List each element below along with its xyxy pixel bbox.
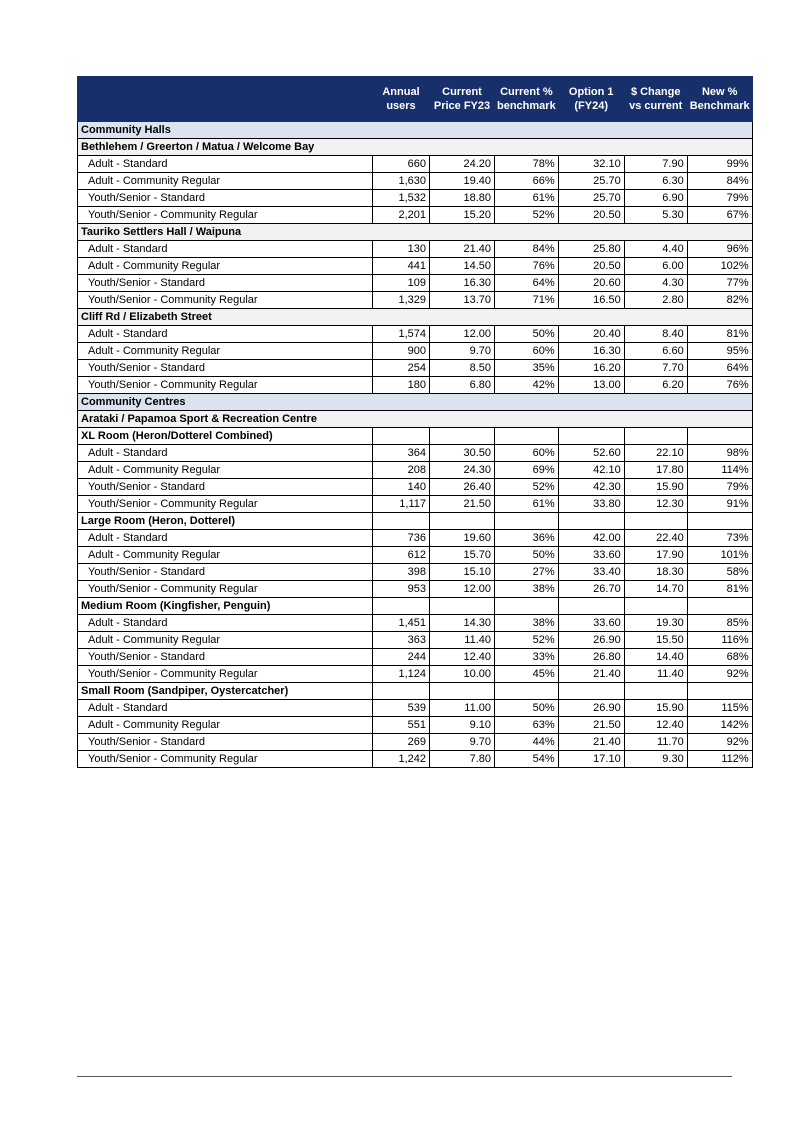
value-cell: 6.60 [624, 343, 687, 360]
value-cell: 551 [373, 717, 430, 734]
value-cell: 398 [373, 564, 430, 581]
value-cell: 12.30 [624, 496, 687, 513]
value-cell: 12.00 [430, 581, 495, 598]
table-row [78, 479, 753, 496]
header-cell-option-1 [558, 77, 624, 122]
value-cell: 16.50 [558, 292, 624, 309]
value-cell: 612 [373, 547, 430, 564]
empty-cell [624, 683, 687, 700]
value-cell: 1,532 [373, 190, 430, 207]
table-row [78, 649, 753, 666]
row-label: Youth/Senior - Standard [78, 564, 373, 581]
value-cell: 76% [495, 258, 559, 275]
value-cell: 60% [495, 445, 559, 462]
value-cell: 363 [373, 632, 430, 649]
value-cell: 24.20 [430, 156, 495, 173]
value-cell: 142% [687, 717, 752, 734]
value-cell: 26.40 [430, 479, 495, 496]
value-cell: 52% [495, 479, 559, 496]
row-label: Youth/Senior - Standard [78, 190, 373, 207]
row-label: Adult - Standard [78, 241, 373, 258]
value-cell: 27% [495, 564, 559, 581]
row-label: Youth/Senior - Standard [78, 360, 373, 377]
header-text: users [386, 100, 416, 112]
value-cell: 11.00 [430, 700, 495, 717]
value-cell: 7.70 [624, 360, 687, 377]
group-title: Tauriko Settlers Hall / Waipuna [78, 224, 753, 241]
value-cell: 15.70 [430, 547, 495, 564]
value-cell: 15.20 [430, 207, 495, 224]
value-cell: 50% [495, 547, 559, 564]
value-cell: 21.40 [558, 734, 624, 751]
empty-cell [430, 598, 495, 615]
row-label: Adult - Community Regular [78, 547, 373, 564]
header-cell-label [78, 77, 373, 122]
row-label: Adult - Standard [78, 326, 373, 343]
table-row [78, 462, 753, 479]
table-row [78, 751, 753, 768]
empty-cell [624, 428, 687, 445]
row-label: Adult - Community Regular [78, 717, 373, 734]
row-label: Youth/Senior - Community Regular [78, 666, 373, 683]
value-cell: 25.80 [558, 241, 624, 258]
value-cell: 58% [687, 564, 752, 581]
group-title: Cliff Rd / Elizabeth Street [78, 309, 753, 326]
value-cell: 52% [495, 632, 559, 649]
value-cell: 42% [495, 377, 559, 394]
value-cell: 85% [687, 615, 752, 632]
header-cell-current-benchmark [495, 77, 559, 122]
section-title: Community Halls [78, 122, 753, 139]
value-cell: 79% [687, 190, 752, 207]
empty-cell [495, 683, 559, 700]
header-text: benchmark [497, 100, 556, 112]
section-title: Community Centres [78, 394, 753, 411]
footer-divider [77, 1076, 732, 1077]
subgroup-row [78, 683, 753, 700]
value-cell: 14.70 [624, 581, 687, 598]
value-cell: 69% [495, 462, 559, 479]
value-cell: 33.60 [558, 615, 624, 632]
value-cell: 73% [687, 530, 752, 547]
empty-cell [687, 598, 752, 615]
value-cell: 1,451 [373, 615, 430, 632]
value-cell: 6.00 [624, 258, 687, 275]
value-cell: 9.10 [430, 717, 495, 734]
row-label: Youth/Senior - Community Regular [78, 377, 373, 394]
value-cell: 35% [495, 360, 559, 377]
section-row [78, 122, 753, 139]
value-cell: 12.40 [624, 717, 687, 734]
value-cell: 11.40 [624, 666, 687, 683]
value-cell: 13.00 [558, 377, 624, 394]
empty-cell [687, 428, 752, 445]
value-cell: 76% [687, 377, 752, 394]
value-cell: 45% [495, 666, 559, 683]
value-cell: 60% [495, 343, 559, 360]
table-row [78, 666, 753, 683]
table-row [78, 343, 753, 360]
value-cell: 116% [687, 632, 752, 649]
value-cell: 102% [687, 258, 752, 275]
value-cell: 180 [373, 377, 430, 394]
value-cell: 1,630 [373, 173, 430, 190]
value-cell: 42.30 [558, 479, 624, 496]
table-row [78, 581, 753, 598]
value-cell: 15.90 [624, 479, 687, 496]
subgroup-row [78, 598, 753, 615]
value-cell: 6.80 [430, 377, 495, 394]
empty-cell [624, 598, 687, 615]
row-label: Adult - Standard [78, 700, 373, 717]
row-label: Youth/Senior - Standard [78, 479, 373, 496]
empty-cell [558, 513, 624, 530]
value-cell: 33.60 [558, 547, 624, 564]
value-cell: 15.50 [624, 632, 687, 649]
row-label: Youth/Senior - Community Regular [78, 496, 373, 513]
table-row [78, 717, 753, 734]
empty-cell [430, 683, 495, 700]
value-cell: 18.30 [624, 564, 687, 581]
header-row [78, 77, 753, 122]
header-text: New % [701, 86, 738, 98]
value-cell: 660 [373, 156, 430, 173]
value-cell: 736 [373, 530, 430, 547]
table-row [78, 564, 753, 581]
value-cell: 9.30 [624, 751, 687, 768]
value-cell: 21.40 [558, 666, 624, 683]
value-cell: 208 [373, 462, 430, 479]
row-label: Adult - Standard [78, 445, 373, 462]
value-cell: 71% [495, 292, 559, 309]
empty-cell [558, 428, 624, 445]
row-label: Youth/Senior - Community Regular [78, 751, 373, 768]
value-cell: 8.50 [430, 360, 495, 377]
subgroup-row [78, 513, 753, 530]
group-title: Bethlehem / Greerton / Matua / Welcome Bay [78, 139, 753, 156]
empty-cell [495, 513, 559, 530]
value-cell: 26.70 [558, 581, 624, 598]
value-cell: 19.60 [430, 530, 495, 547]
subgroup-title: Medium Room (Kingfisher, Penguin) [78, 598, 373, 615]
value-cell: 254 [373, 360, 430, 377]
value-cell: 1,242 [373, 751, 430, 768]
table-row [78, 360, 753, 377]
row-label: Adult - Community Regular [78, 632, 373, 649]
value-cell: 30.50 [430, 445, 495, 462]
table-row [78, 275, 753, 292]
value-cell: 33.80 [558, 496, 624, 513]
value-cell: 6.20 [624, 377, 687, 394]
value-cell: 364 [373, 445, 430, 462]
row-label: Adult - Standard [78, 530, 373, 547]
value-cell: 12.40 [430, 649, 495, 666]
value-cell: 52.60 [558, 445, 624, 462]
value-cell: 64% [495, 275, 559, 292]
value-cell: 99% [687, 156, 752, 173]
value-cell: 20.50 [558, 207, 624, 224]
table-body [78, 122, 753, 768]
value-cell: 7.90 [624, 156, 687, 173]
row-label: Adult - Standard [78, 615, 373, 632]
fee-table [77, 76, 753, 768]
value-cell: 17.10 [558, 751, 624, 768]
table-row [78, 700, 753, 717]
empty-cell [558, 683, 624, 700]
header-text: Benchmark [689, 100, 750, 112]
value-cell: 17.80 [624, 462, 687, 479]
value-cell: 14.30 [430, 615, 495, 632]
value-cell: 269 [373, 734, 430, 751]
header-text: Price FY23 [433, 100, 491, 112]
value-cell: 63% [495, 717, 559, 734]
value-cell: 22.10 [624, 445, 687, 462]
table-row [78, 615, 753, 632]
table-row [78, 632, 753, 649]
value-cell: 33% [495, 649, 559, 666]
value-cell: 6.30 [624, 173, 687, 190]
empty-cell [430, 428, 495, 445]
value-cell: 38% [495, 615, 559, 632]
value-cell: 114% [687, 462, 752, 479]
value-cell: 81% [687, 581, 752, 598]
group-title: Arataki / Papamoa Sport & Recreation Centre [78, 411, 753, 428]
value-cell: 38% [495, 581, 559, 598]
value-cell: 68% [687, 649, 752, 666]
table-row [78, 190, 753, 207]
row-label: Adult - Standard [78, 156, 373, 173]
value-cell: 115% [687, 700, 752, 717]
value-cell: 78% [495, 156, 559, 173]
subgroup-row [78, 428, 753, 445]
table-row [78, 377, 753, 394]
value-cell: 11.70 [624, 734, 687, 751]
value-cell: 92% [687, 666, 752, 683]
table-row [78, 496, 753, 513]
value-cell: 539 [373, 700, 430, 717]
table-row [78, 734, 753, 751]
value-cell: 61% [495, 190, 559, 207]
empty-cell [687, 683, 752, 700]
value-cell: 900 [373, 343, 430, 360]
row-label: Adult - Community Regular [78, 173, 373, 190]
value-cell: 16.30 [430, 275, 495, 292]
value-cell: 1,574 [373, 326, 430, 343]
table-row [78, 241, 753, 258]
value-cell: 61% [495, 496, 559, 513]
subgroup-title: Large Room (Heron, Dotterel) [78, 513, 373, 530]
value-cell: 14.40 [624, 649, 687, 666]
value-cell: 50% [495, 326, 559, 343]
header-text: Current % [500, 86, 553, 98]
value-cell: 109 [373, 275, 430, 292]
table-row [78, 445, 753, 462]
value-cell: 101% [687, 547, 752, 564]
table-row [78, 207, 753, 224]
value-cell: 441 [373, 258, 430, 275]
value-cell: 42.10 [558, 462, 624, 479]
row-label: Youth/Senior - Standard [78, 649, 373, 666]
value-cell: 20.40 [558, 326, 624, 343]
table-row [78, 547, 753, 564]
value-cell: 25.70 [558, 190, 624, 207]
value-cell: 1,124 [373, 666, 430, 683]
header-cell-change [624, 77, 687, 122]
value-cell: 130 [373, 241, 430, 258]
table-row [78, 258, 753, 275]
header-cell-annual-users [373, 77, 430, 122]
empty-cell [373, 513, 430, 530]
row-label: Adult - Community Regular [78, 462, 373, 479]
value-cell: 79% [687, 479, 752, 496]
value-cell: 19.30 [624, 615, 687, 632]
empty-cell [495, 598, 559, 615]
table-row [78, 156, 753, 173]
value-cell: 42.00 [558, 530, 624, 547]
value-cell: 92% [687, 734, 752, 751]
value-cell: 54% [495, 751, 559, 768]
value-cell: 24.30 [430, 462, 495, 479]
value-cell: 11.40 [430, 632, 495, 649]
value-cell: 953 [373, 581, 430, 598]
row-label: Youth/Senior - Standard [78, 734, 373, 751]
value-cell: 84% [687, 173, 752, 190]
group-row [78, 224, 753, 241]
value-cell: 36% [495, 530, 559, 547]
section-row [78, 394, 753, 411]
value-cell: 17.90 [624, 547, 687, 564]
row-label: Adult - Community Regular [78, 343, 373, 360]
empty-cell [495, 428, 559, 445]
value-cell: 18.80 [430, 190, 495, 207]
empty-cell [430, 513, 495, 530]
value-cell: 19.40 [430, 173, 495, 190]
row-label: Youth/Senior - Standard [78, 275, 373, 292]
value-cell: 9.70 [430, 734, 495, 751]
value-cell: 52% [495, 207, 559, 224]
value-cell: 12.00 [430, 326, 495, 343]
value-cell: 81% [687, 326, 752, 343]
value-cell: 2.80 [624, 292, 687, 309]
group-row [78, 411, 753, 428]
value-cell: 112% [687, 751, 752, 768]
value-cell: 77% [687, 275, 752, 292]
empty-cell [373, 683, 430, 700]
subgroup-title: XL Room (Heron/Dotterel Combined) [78, 428, 373, 445]
value-cell: 21.50 [430, 496, 495, 513]
value-cell: 44% [495, 734, 559, 751]
header-cell-new-benchmark [687, 77, 752, 122]
value-cell: 14.50 [430, 258, 495, 275]
subgroup-title: Small Room (Sandpiper, Oystercatcher) [78, 683, 373, 700]
value-cell: 50% [495, 700, 559, 717]
value-cell: 2,201 [373, 207, 430, 224]
value-cell: 67% [687, 207, 752, 224]
row-label: Youth/Senior - Community Regular [78, 292, 373, 309]
value-cell: 33.40 [558, 564, 624, 581]
value-cell: 96% [687, 241, 752, 258]
empty-cell [687, 513, 752, 530]
row-label: Youth/Senior - Community Regular [78, 581, 373, 598]
header-text: (FY24) [574, 100, 609, 112]
value-cell: 16.30 [558, 343, 624, 360]
group-row [78, 139, 753, 156]
value-cell: 5.30 [624, 207, 687, 224]
value-cell: 82% [687, 292, 752, 309]
empty-cell [373, 428, 430, 445]
value-cell: 8.40 [624, 326, 687, 343]
empty-cell [624, 513, 687, 530]
value-cell: 26.90 [558, 632, 624, 649]
header-text: Current [442, 86, 482, 98]
table-row [78, 292, 753, 309]
value-cell: 26.90 [558, 700, 624, 717]
value-cell: 4.30 [624, 275, 687, 292]
value-cell: 15.90 [624, 700, 687, 717]
value-cell: 84% [495, 241, 559, 258]
value-cell: 140 [373, 479, 430, 496]
value-cell: 26.80 [558, 649, 624, 666]
value-cell: 32.10 [558, 156, 624, 173]
value-cell: 6.90 [624, 190, 687, 207]
value-cell: 21.40 [430, 241, 495, 258]
header-text: $ Change [630, 86, 681, 98]
group-row [78, 309, 753, 326]
value-cell: 244 [373, 649, 430, 666]
value-cell: 13.70 [430, 292, 495, 309]
value-cell: 91% [687, 496, 752, 513]
header-cell-current-price [430, 77, 495, 122]
value-cell: 1,117 [373, 496, 430, 513]
empty-cell [373, 598, 430, 615]
value-cell: 4.40 [624, 241, 687, 258]
header-text: vs current [629, 100, 683, 112]
value-cell: 10.00 [430, 666, 495, 683]
value-cell: 9.70 [430, 343, 495, 360]
value-cell: 66% [495, 173, 559, 190]
value-cell: 22.40 [624, 530, 687, 547]
row-label: Adult - Community Regular [78, 258, 373, 275]
value-cell: 64% [687, 360, 752, 377]
empty-cell [558, 598, 624, 615]
table-row [78, 173, 753, 190]
value-cell: 15.10 [430, 564, 495, 581]
row-label: Youth/Senior - Community Regular [78, 207, 373, 224]
value-cell: 25.70 [558, 173, 624, 190]
value-cell: 21.50 [558, 717, 624, 734]
value-cell: 95% [687, 343, 752, 360]
table-row [78, 326, 753, 343]
header-text: Option 1 [568, 86, 614, 98]
value-cell: 16.20 [558, 360, 624, 377]
value-cell: 20.50 [558, 258, 624, 275]
table-row [78, 530, 753, 547]
header-text: Annual [382, 86, 420, 98]
value-cell: 1,329 [373, 292, 430, 309]
value-cell: 7.80 [430, 751, 495, 768]
value-cell: 20.60 [558, 275, 624, 292]
value-cell: 98% [687, 445, 752, 462]
